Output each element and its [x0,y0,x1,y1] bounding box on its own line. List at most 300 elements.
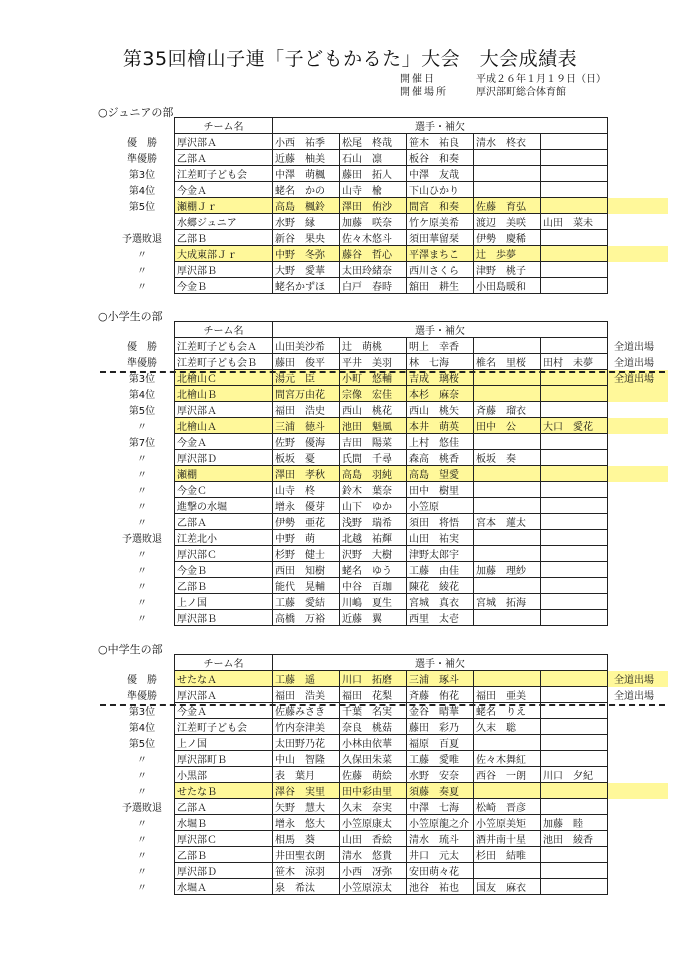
player-name: 田中 樹里 [407,482,474,498]
player-name: 浅野 瑞希 [340,514,407,530]
player-name: 椎名 里桜 [474,354,541,370]
rank-label [110,214,175,230]
player-name: 伊勢 亜花 [273,514,340,530]
player-name: 藤田 拓人 [340,166,407,182]
table-row [110,262,668,278]
event-meta [400,73,606,99]
player-name: 沢野 大樹 [340,546,407,562]
rank-label: 第5位 [128,202,156,213]
player-name [541,783,608,799]
player-name: 斉藤 侑花 [407,687,474,703]
player-name: 澤田 孝秋 [273,466,340,482]
qualification-note [608,735,668,751]
player-name: 池田 綾香 [541,831,608,847]
player-name: 山寺 楡 [340,182,407,198]
player-name [474,166,541,182]
player-name: 川口 夕紀 [541,767,608,783]
player-name: 福田 浩史 [273,402,340,418]
player-name: 湯元 臣 [273,370,340,386]
table-row [110,214,668,230]
rank-label: 〃 [137,787,147,798]
player-name [541,546,608,562]
team-name: 厚沢部Ｂ [175,262,273,278]
team-name: 乙部Ａ [175,150,273,166]
player-name: 津野太郎宇 [407,546,474,562]
player-name [541,338,608,354]
player-name: 藤田 俊平 [273,354,340,370]
qualification-note [608,434,668,450]
player-name [541,386,608,402]
rank-label: 〃 [137,470,147,481]
player-name: 平澤まちこ [407,246,474,262]
player-name [474,735,541,751]
player-name [474,498,541,514]
player-name: 澤田 侑沙 [340,198,407,214]
table-row [110,847,668,863]
meta-key: 開催日 [400,74,436,85]
player-name: 池田 魁風 [340,418,407,434]
team-name: 厚沢部Ｃ [175,546,273,562]
qualification-note [608,751,668,767]
player-name: 山田美沙希 [273,338,340,354]
player-name: 小笠原康太 [340,815,407,831]
qualification-note [608,815,668,831]
player-name: 小笠原涼太 [340,879,407,895]
results-table [110,654,668,895]
player-name: 渡辺 美咲 [474,214,541,230]
rank-label: 〃 [137,518,147,529]
player-name: 下山ひかり [407,182,474,198]
player-name: 高島 望愛 [407,466,474,482]
qualification-note [608,262,668,278]
player-name [541,594,608,610]
table-row [110,719,668,735]
player-name: 久保田朱菜 [340,751,407,767]
table-row [110,386,668,402]
player-name [541,671,608,687]
player-name: 福田 亜美 [474,687,541,703]
qualification-note [608,514,668,530]
player-name [541,610,608,626]
player-name: 石山 凛 [340,150,407,166]
table-row [110,530,668,546]
player-name: 小町 悠輔 [340,370,407,386]
player-name: 三浦 琢斗 [407,671,474,687]
qualification-note [608,450,668,466]
qualification-note [608,594,668,610]
rank-label: 優 勝 [127,138,157,149]
team-name: 水堀Ｂ [175,815,273,831]
player-name: 佐藤 萌絵 [340,767,407,783]
player-name: 蛯名 ゆう [340,562,407,578]
table-row [110,402,668,418]
player-name: 佐藤 育弘 [474,198,541,214]
player-name: 久末 奈実 [340,799,407,815]
rank-label: 第7位 [128,438,156,449]
players-header: 選手・補欠 [273,322,608,338]
team-name: 厚沢部町Ｂ [175,751,273,767]
rank-label: 第5位 [128,739,156,750]
player-name: 須田華留栞 [407,230,474,246]
team-header: チーム名 [175,322,273,338]
player-name [541,402,608,418]
player-name [541,182,608,198]
team-header: チーム名 [175,655,273,671]
player-name: 相馬 葵 [273,831,340,847]
player-name: 高島 楓鈴 [273,198,340,214]
team-name: 上ノ国 [175,594,273,610]
rank-label: 第4位 [128,186,156,197]
player-name: 安田萌々花 [407,863,474,879]
player-name: 泉 希汰 [273,879,340,895]
rank-label: 〃 [137,582,147,593]
rank-label: 〃 [137,550,147,561]
rank-label: 第4位 [128,390,156,401]
qualification-note [608,166,668,182]
qualification-note: 全道出場 [614,342,654,353]
player-name [541,863,608,879]
rank-label: 〃 [137,835,147,846]
player-name [541,166,608,182]
table-row [110,783,668,799]
player-name: 高橋 万裕 [273,610,340,626]
player-name: 山田 香絵 [340,831,407,847]
player-name: 工藤 遥 [273,671,340,687]
player-name: 清水 琉斗 [407,831,474,847]
team-name: 進撃の水堀 [175,498,273,514]
rank-label: 第5位 [128,406,156,417]
qualification-note [608,214,668,230]
table-row [110,134,668,150]
player-name: 山寺 柊 [273,482,340,498]
player-name: 田村 未夢 [541,354,608,370]
qualification-note [608,402,668,418]
player-name: 北越 祐輝 [340,530,407,546]
table-row [110,799,668,815]
qualification-note: 全道出場 [614,358,654,369]
player-name: 竹内奈津美 [273,719,340,735]
players-header: 選手・補欠 [273,655,608,671]
player-name [541,751,608,767]
player-name: 板坂 憂 [273,450,340,466]
player-name: 太田玲緒奈 [340,262,407,278]
team-name: 厚沢部Ｄ [175,450,273,466]
qualification-note [608,783,668,799]
player-name: 清水 柊衣 [474,134,541,150]
qualification-note: 全道出場 [614,691,654,702]
rank-label: 優 勝 [127,675,157,686]
meta-value: 厚沢部町総合体育館 [476,87,566,98]
player-name: 竹ケ原美希 [407,214,474,230]
player-name: 田中彩由里 [340,783,407,799]
player-name [474,150,541,166]
player-name: 本杉 麻奈 [407,386,474,402]
table-row [110,338,668,354]
qualification-note [608,134,668,150]
team-name: 乙部Ａ [175,514,273,530]
player-name: 中澤 友哉 [407,166,474,182]
player-name: 陳花 綾花 [407,578,474,594]
table-header [110,118,668,134]
player-name: 西里 太壱 [407,610,474,626]
player-name [541,278,608,294]
player-name: 奈良 桃菇 [340,719,407,735]
team-name: 江差町子ども会 [175,719,273,735]
player-name: 中谷 百珈 [340,578,407,594]
player-name [541,150,608,166]
player-name: 板坂 奏 [474,450,541,466]
table-row [110,150,668,166]
player-name: 增永 悠大 [273,815,340,831]
qualification-note [608,562,668,578]
player-name: 小西 冴弥 [340,863,407,879]
player-name [474,578,541,594]
team-name: 今金Ｂ [175,562,273,578]
rank-label: 〃 [137,250,147,261]
rank-label: 〃 [137,454,147,465]
player-name: 中山 智隆 [273,751,340,767]
player-name: 金谷 晴華 [407,703,474,719]
player-name: 福原 百夏 [407,735,474,751]
player-name: 近藤 柚美 [273,150,340,166]
table-row [110,831,668,847]
player-name: 山田 菜未 [541,214,608,230]
team-name: 厚沢部Ａ [175,687,273,703]
player-name: 田中 公 [474,418,541,434]
player-name: 工藤 愛唯 [407,751,474,767]
rank-label: 準優勝 [127,154,157,165]
qualification-note [608,879,668,895]
qualification-note [608,530,668,546]
table-row [110,482,668,498]
qualification-note [608,278,668,294]
player-name: 大野 愛華 [273,262,340,278]
qualification-note [608,482,668,498]
player-name: 高島 羽純 [340,466,407,482]
team-name: 瀬棚 [175,466,273,482]
team-name: 大成東部Ｊｒ [175,246,273,262]
meta-value: 平成２６年１月１９日（日） [476,74,606,85]
player-name [541,735,608,751]
player-name [474,182,541,198]
table-row [110,863,668,879]
rank-label: 予選敗退 [122,234,162,245]
player-name [541,847,608,863]
player-name: 加藤 睦 [541,815,608,831]
player-name: 久末 聡 [474,719,541,735]
table-row [110,594,668,610]
player-name: 增永 優芽 [273,498,340,514]
player-name: 林 七海 [407,354,474,370]
player-name: 佐々木舞紅 [474,751,541,767]
page-title: 第35回檜山子連「子どもかるた」大会 大会成績表 [122,48,578,70]
player-name: 明上 幸香 [407,338,474,354]
player-name [474,671,541,687]
table-row [110,418,668,434]
player-name: 本井 萌英 [407,418,474,434]
player-name [541,530,608,546]
rank-label: 第4位 [128,723,156,734]
player-name: 小笠原美矩 [474,815,541,831]
team-name: 江差町子ども会Ｂ [175,354,273,370]
player-name: 中澤 萌楓 [273,166,340,182]
table-row [110,246,668,262]
team-name: 水郷ジュニア [175,214,273,230]
player-name: 氏間 千尋 [340,450,407,466]
player-name: 池谷 祐也 [407,879,474,895]
player-name: 舘田 耕生 [407,278,474,294]
player-name: 蛯名 かの [273,182,340,198]
team-name: 厚沢部Ｄ [175,863,273,879]
team-name: 北檜山Ｂ [175,386,273,402]
team-name: 江差北小 [175,530,273,546]
team-name: 厚沢部Ｂ [175,610,273,626]
player-name: 千葉 名実 [340,703,407,719]
rank-label: 〃 [137,502,147,513]
player-name: 水野 安奈 [407,767,474,783]
team-name: 乙部Ｂ [175,578,273,594]
rank-label: 〃 [137,851,147,862]
rank-label: 〃 [137,819,147,830]
table-row [110,578,668,594]
player-name: 加藤 咲奈 [340,214,407,230]
player-name: 福田 浩美 [273,687,340,703]
qualification-note [608,182,668,198]
player-name: 川嶋 夏生 [340,594,407,610]
player-name: 山下 ゆか [340,498,407,514]
team-name: せたなＢ [175,783,273,799]
table-row [110,879,668,895]
team-name: 上ノ国 [175,735,273,751]
rank-label: 〃 [137,422,147,433]
player-name: 佐々木悠斗 [340,230,407,246]
player-name [541,230,608,246]
player-name [541,466,608,482]
player-name: 笹木 祐良 [407,134,474,150]
meta-row [400,86,606,99]
team-name: 北檜山Ａ [175,418,273,434]
player-name [541,198,608,214]
qualification-note [608,546,668,562]
player-name: 松崎 晋彦 [474,799,541,815]
team-name: 江差町子ども会 [175,166,273,182]
player-name: 小田島暖和 [474,278,541,294]
player-name: 宮城 真衣 [407,594,474,610]
player-name [474,863,541,879]
player-name [541,246,608,262]
player-name [541,482,608,498]
rank-label: 予選敗退 [122,803,162,814]
player-name: 福田 花梨 [340,687,407,703]
player-name: 佐藤みさき [273,703,340,719]
meta-key: 開催場所 [400,87,448,98]
player-name: 須藤 奏夏 [407,783,474,799]
player-name [541,514,608,530]
player-name: 上村 悠佳 [407,434,474,450]
player-name: 西山 桃矢 [407,402,474,418]
player-name: 小西 祐季 [273,134,340,150]
player-name: 小笠原龍之介 [407,815,474,831]
player-name [474,466,541,482]
rank-label: 優 勝 [127,342,157,353]
player-name: 井田聖衣朗 [273,847,340,863]
player-name: 工藤 由佳 [407,562,474,578]
table-row [110,767,668,783]
table-row [110,514,668,530]
qualification-note [608,418,668,434]
table-row [110,546,668,562]
player-name: 須田 将悟 [407,514,474,530]
qualification-note [608,719,668,735]
player-name [541,498,608,514]
team-name: 北檜山Ｃ [175,370,273,386]
team-name: せたなＡ [175,671,273,687]
player-name [474,530,541,546]
player-name: 国友 麻衣 [474,879,541,895]
team-name: 厚沢部Ａ [175,134,273,150]
rank-label: 〃 [137,867,147,878]
player-name: 中野 萌 [273,530,340,546]
rank-label: 〃 [137,614,147,625]
table-header [110,322,668,338]
player-name: 西谷 一朗 [474,767,541,783]
table-row [110,182,668,198]
rank-label: 第3位 [128,170,156,181]
qualification-note: 全道出場 [608,671,668,687]
player-name: 能代 晃輔 [273,578,340,594]
qualification-note [608,150,668,166]
player-name: 松尾 柊哉 [340,134,407,150]
player-name: 西田 知樹 [273,562,340,578]
rank-label: 〃 [137,266,147,277]
player-name: 小林由依華 [340,735,407,751]
player-name: 近藤 翼 [340,610,407,626]
player-name: 板谷 和奏 [407,150,474,166]
qualification-note [608,610,668,626]
player-name: 川口 拓磨 [340,671,407,687]
table-header [110,655,668,671]
qualification-cutoff-line [100,704,665,706]
player-name: 宮城 拓海 [474,594,541,610]
table-row [110,354,668,370]
player-name: 清水 悠貴 [340,847,407,863]
team-name: 今金Ａ [175,434,273,450]
results-table [110,321,668,626]
team-name: 厚沢部Ａ [175,402,273,418]
team-header: チーム名 [175,118,273,134]
player-name: 斉藤 瑠衣 [474,402,541,418]
table-row [110,610,668,626]
table-row [110,278,668,294]
player-name [541,562,608,578]
player-name: 辻 萌桃 [340,338,407,354]
player-name: 藤谷 哲心 [340,246,407,262]
rank-label: 〃 [137,598,147,609]
rank-label: 準優勝 [127,691,157,702]
table-row [110,198,668,214]
player-name [541,262,608,278]
team-name: 今金Ｃ [175,482,273,498]
player-name: 表 葉月 [273,767,340,783]
qualification-note [608,578,668,594]
player-name: 矢野 慧大 [273,799,340,815]
player-name: 平井 美羽 [340,354,407,370]
results-table [110,117,668,294]
table-row [110,562,668,578]
player-name [541,799,608,815]
qualification-note: 全道出場 [608,370,668,386]
player-name: 澤谷 実里 [273,783,340,799]
